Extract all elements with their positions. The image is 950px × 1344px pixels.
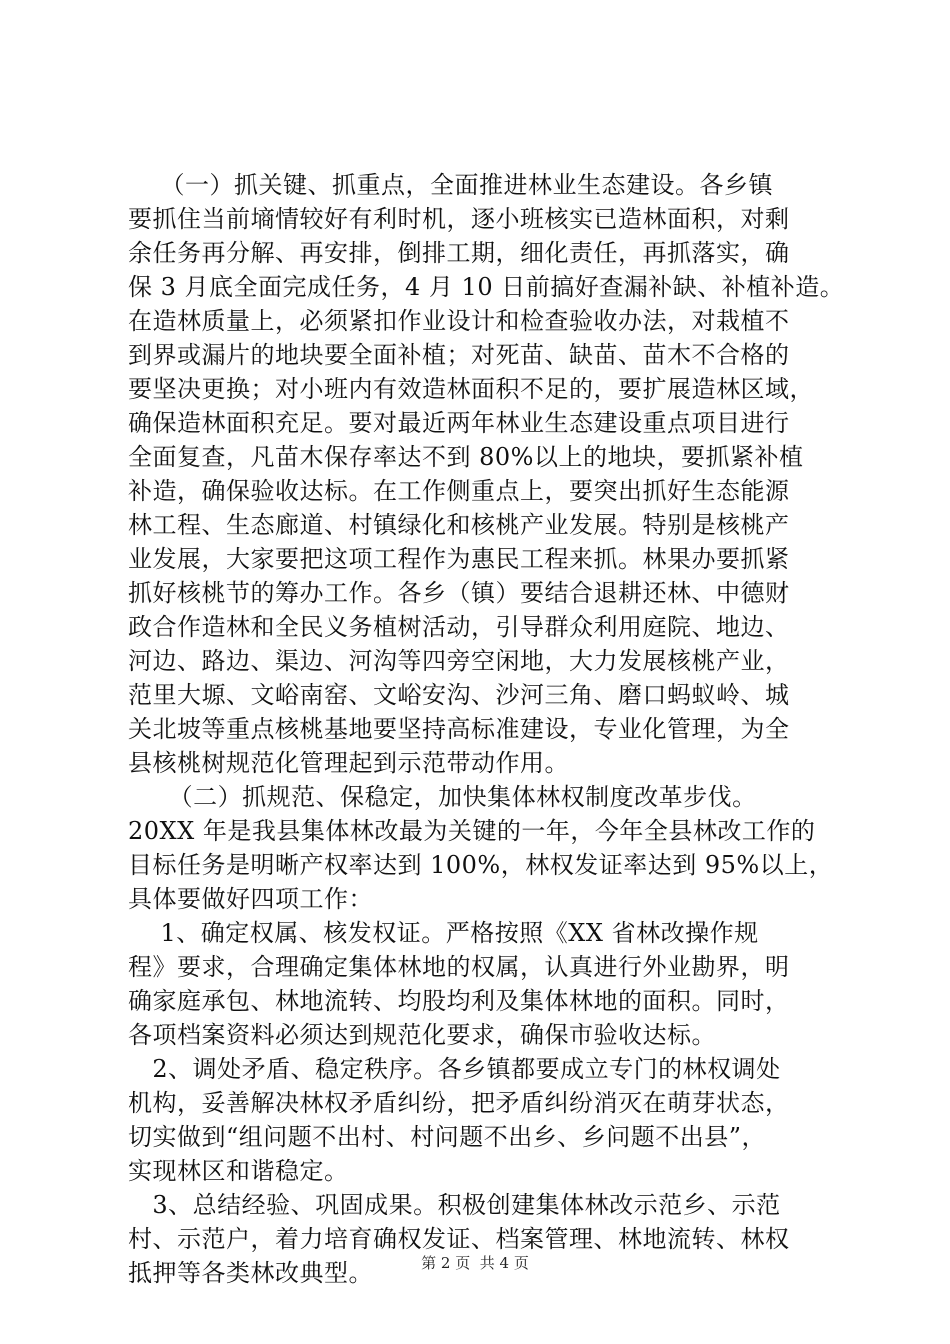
text-line: 1、确定权属、核发权证。严格按照《XX 省林改操作规 — [128, 919, 759, 947]
text-line: 村、示范户，着力培育确权发证、档案管理、林地流转、林权 — [128, 1225, 790, 1253]
text-line: 程》要求，合理确定集体林地的权属，认真进行外业勘界，明 — [128, 953, 790, 981]
text-line: 全面复查，凡苗木保存率达不到 80%以上的地块，要抓紧补植 — [128, 443, 804, 471]
text-line: 补造，确保验收达标。在工作侧重点上，要突出抓好生态能源 — [128, 477, 790, 505]
text-line: 范里大塬、文峪南窑、文峪安沟、沙河三角、磨口蚂蚁岭、城 — [128, 681, 790, 709]
text-line: 切实做到“组问题不出村、村问题不出乡、乡问题不出县”， — [128, 1123, 767, 1151]
text-line: 政合作造林和全民义务植树活动，引导群众利用庭院、地边、 — [128, 613, 790, 641]
page-footer — [0, 1253, 950, 1273]
text-line: 确保造林面积充足。要对最近两年林业生态建设重点项目进行 — [128, 409, 790, 437]
text-line: 2、调处矛盾、稳定秩序。各乡镇都要成立专门的林权调处 — [128, 1055, 781, 1083]
text-line: 河边、路边、渠边、河沟等四旁空闲地，大力发展核桃产业， — [128, 647, 790, 675]
text-line: 业发展，大家要把这项工程作为惠民工程来抓。林果办要抓紧 — [128, 545, 790, 573]
text-line: （二）抓规范、保稳定，加快集体林权制度改革步伐。 — [128, 783, 757, 811]
text-line: 抓好核桃节的筹办工作。各乡（镇）要结合退耕还林、中德财 — [128, 579, 790, 607]
text-line: 20XX 年是我县集体林改最为关键的一年，今年全县林改工作的 — [128, 817, 816, 845]
text-line: 要抓住当前墒情较好有利时机，逐小班核实已造林面积，对剩 — [128, 205, 790, 233]
text-line: 机构，妥善解决林权矛盾纠纷，把矛盾纠纷消灭在萌芽状态， — [128, 1089, 790, 1117]
text-line: 抵押等各类林改典型。 — [128, 1259, 373, 1287]
text-line: （一）抓关键、抓重点，全面推进林业生态建设。各乡镇 — [128, 171, 774, 199]
text-line: 林工程、生态廊道、村镇绿化和核桃产业发展。特别是核桃产 — [128, 511, 790, 539]
text-line: 目标任务是明晰产权率达到 100%，林权发证率达到 95%以上， — [128, 851, 834, 879]
page-number-label: 第 2 页 共 4 页 — [421, 1254, 529, 1272]
text-line: 3、总结经验、巩固成果。积极创建集体林改示范乡、示范 — [128, 1191, 781, 1219]
text-line: 实现林区和谐稳定。 — [128, 1157, 349, 1185]
text-line: 确家庭承包、林地流转、均股均利及集体林地的面积。同时， — [128, 987, 790, 1015]
body-text — [128, 168, 845, 1290]
text-line: 保 3 月底全面完成任务，4 月 10 日前搞好查漏补缺、补植补造。 — [128, 273, 845, 301]
text-line: 余任务再分解、再安排，倒排工期，细化责任，再抓落实，确 — [128, 239, 790, 267]
text-line: 到界或漏片的地块要全面补植；对死苗、缺苗、苗木不合格的 — [128, 341, 790, 369]
text-line: 在造林质量上，必须紧扣作业设计和检查验收办法，对栽植不 — [128, 307, 790, 335]
text-line: 具体要做好四项工作： — [128, 885, 373, 913]
text-line: 关北坡等重点核桃基地要坚持高标准建设，专业化管理，为全 — [128, 715, 790, 743]
text-line: 县核桃树规范化管理起到示范带动作用。 — [128, 749, 569, 777]
text-line: 要坚决更换；对小班内有效造林面积不足的，要扩展造林区域， — [128, 375, 814, 403]
text-line: 各项档案资料必须达到规范化要求，确保市验收达标。 — [128, 1021, 716, 1049]
